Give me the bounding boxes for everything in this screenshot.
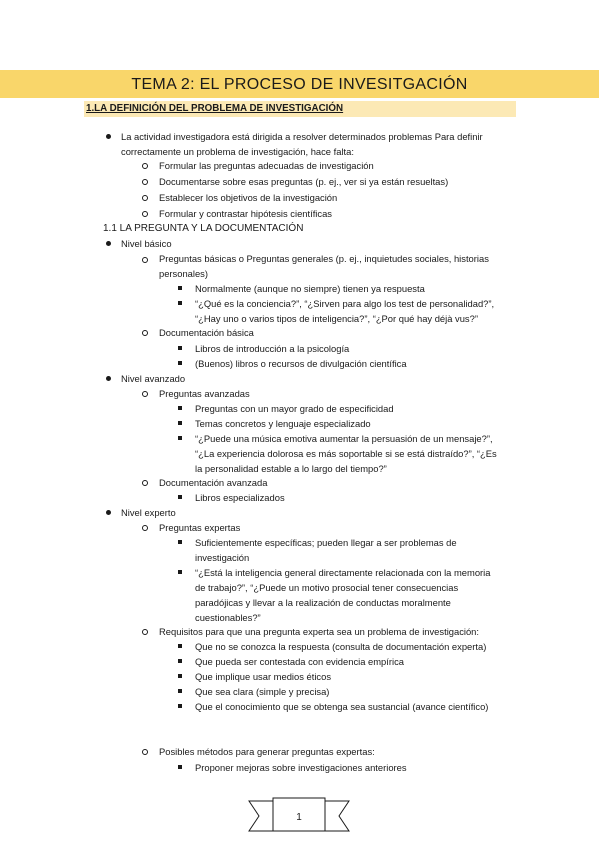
intro-line-1: La actividad investigadora está dirigida a resolver determinados problemas Para definir (121, 131, 483, 142)
advanced-question-example-line-2: “¿La experiencia dolorosa es más soportable si se está distraído?”, “¿Es (195, 448, 497, 459)
level-expert-label: Nivel experto (121, 507, 176, 518)
basic-question-example-line-1: “¿Qué es la conciencia?”, “¿Sirven para algo los test de personalidad?”, (195, 298, 495, 309)
circle-bullet (142, 195, 148, 201)
requirement-item: Que sea clara (simple y precisa) (195, 686, 330, 697)
circle-bullet (142, 749, 148, 755)
expert-question-example-line-2: de trabajo?”, “¿Puede un motivo prosocial tener consecuencias (195, 582, 459, 593)
expert-questions: Preguntas expertas (159, 522, 241, 533)
advanced-question-example-line-1: “¿Puede una música emotiva aumentar la persuasión de un mensaje?”, (195, 433, 493, 444)
square-bullet (178, 495, 182, 499)
document-title-bar (0, 70, 599, 98)
bullet-dot (106, 134, 111, 139)
advanced-question-item: Temas concretos y lenguaje especializado (195, 418, 371, 429)
advanced-question-example-line-3: la personalidad estable a lo largo del tiempo?” (195, 463, 387, 474)
circle-bullet (142, 163, 148, 169)
level-basic-label: Nivel básico (121, 238, 172, 249)
basic-questions-line-1: Preguntas básicas o Preguntas generales (p. ej., inquietudes sociales, historias (159, 253, 489, 264)
circle-bullet (142, 480, 148, 486)
square-bullet (178, 540, 182, 544)
square-bullet (178, 659, 182, 663)
square-bullet (178, 765, 182, 769)
square-bullet (178, 436, 182, 440)
step-item: Documentarse sobre esas preguntas (p. ej., ver si ya están resueltas) (159, 176, 449, 187)
advanced-question-item: Preguntas con un mayor grado de especificidad (195, 403, 394, 414)
bullet-dot (106, 510, 111, 515)
circle-bullet (142, 525, 148, 531)
bullet-dot (106, 376, 111, 381)
section-heading: 1.LA DEFINICIÓN DEL PROBLEMA DE INVESTIGACIÓN (86, 103, 344, 114)
square-bullet (178, 644, 182, 648)
circle-bullet (142, 629, 148, 635)
advanced-doc-item: Libros especializados (195, 492, 285, 503)
page-number: 1 (296, 812, 302, 823)
level-advanced-label: Nivel avanzado (121, 373, 186, 384)
bullet-dot (106, 241, 111, 246)
square-bullet (178, 346, 182, 350)
advanced-questions: Preguntas avanzadas (159, 388, 250, 399)
step-item: Establecer los objetivos de la investigación (159, 192, 338, 203)
circle-bullet (142, 179, 148, 185)
requirement-item: Que pueda ser contestada con evidencia empírica (195, 656, 404, 667)
intro-line-2: correctamente un problema de investigación, hace falta: (121, 146, 354, 157)
circle-bullet (142, 257, 148, 263)
expert-question-item-line-1: Suficientemente específicas; pueden llegar a ser problemas de (195, 537, 457, 548)
circle-bullet (142, 211, 148, 217)
basic-documentation: Documentación básica (159, 327, 254, 338)
square-bullet (178, 570, 182, 574)
section-heading-bar (84, 101, 516, 117)
expert-question-item-line-2: investigación (195, 552, 250, 563)
square-bullet (178, 674, 182, 678)
requirement-item: Que el conocimiento que se obtenga sea sustancial (avance científico) (195, 701, 489, 712)
square-bullet (178, 286, 182, 290)
expert-requirements: Requisitos para que una pregunta experta sea un problema de investigación: (159, 626, 480, 637)
basic-doc-item: (Buenos) libros o recursos de divulgación científica (195, 358, 407, 369)
circle-bullet (142, 330, 148, 336)
requirement-item: Que no se conozca la respuesta (consulta de documentación experta) (195, 641, 487, 652)
expert-methods: Posibles métodos para generar preguntas expertas: (159, 746, 375, 757)
basic-questions-line-2: personales) (159, 268, 208, 279)
expert-question-example-line-3: paradójicas y llevar a la realización de conductas moralmente (195, 597, 451, 608)
square-bullet (178, 421, 182, 425)
square-bullet (178, 301, 182, 305)
step-item: Formular las preguntas adecuadas de investigación (159, 160, 374, 171)
subsection-heading: 1.1 LA PREGUNTA Y LA DOCUMENTACIÓN (103, 223, 304, 234)
document-title: TEMA 2: EL PROCESO DE INVESITGACIÓN (131, 75, 468, 93)
basic-question-example-line-2: “¿Hay uno o varios tipos de inteligencia?”, “¿Por qué hay déjà vus?” (195, 313, 478, 324)
square-bullet (178, 406, 182, 410)
square-bullet (178, 689, 182, 693)
basic-doc-item: Libros de introducción a la psicología (195, 343, 350, 354)
square-bullet (178, 361, 182, 365)
step-item: Formular y contrastar hipótesis científicas (159, 208, 332, 219)
expert-question-example-line-4: cuestionables?” (195, 612, 261, 623)
square-bullet (178, 704, 182, 708)
requirement-item: Que implique usar medios éticos (195, 671, 332, 682)
advanced-documentation: Documentación avanzada (159, 477, 268, 488)
expert-question-example-line-1: “¿Está la inteligencia general directamente relacionada con la memoria (195, 567, 491, 578)
circle-bullet (142, 391, 148, 397)
basic-question-item: Normalmente (aunque no siempre) tienen ya respuesta (195, 283, 425, 294)
method-item: Proponer mejoras sobre investigaciones anteriores (195, 762, 407, 773)
